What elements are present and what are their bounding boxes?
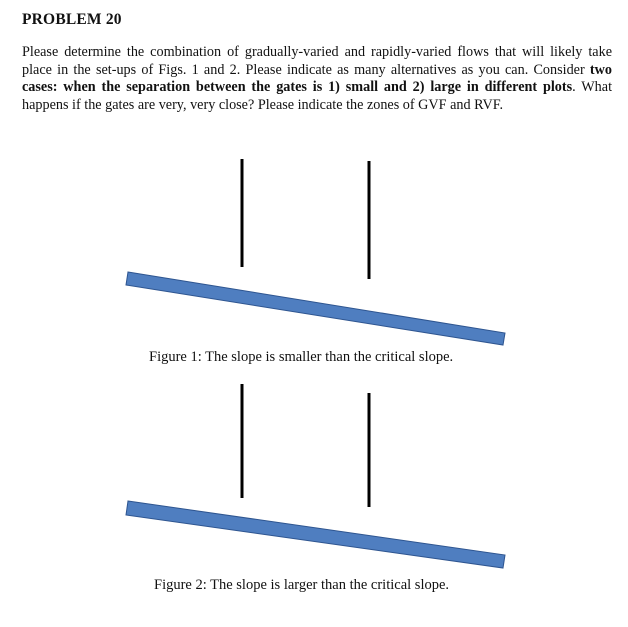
figure-1-caption: Figure 1: The slope is smaller than the critical slope.: [149, 349, 454, 365]
problem-text-part1: Please determine the combination of gradually-varied and rapidly-varied flows that will likely take place in the set-ups of Figs. 1 and 2. Please indicate as many alternatives as you can. Consider: [22, 44, 612, 78]
problem-statement: [22, 44, 612, 114]
figure-1: [0, 150, 628, 380]
problem-title: PROBLEM 20: [22, 11, 122, 28]
figure-2-channel-bed: [126, 501, 505, 568]
problem-text-part2: . What happens if the gates are very, very close? Please indicate the zones of GVF and RVF.: [22, 79, 613, 113]
figure-1-channel-bed: [126, 272, 505, 345]
problem-text-bold: two cases: when the separation between the gates is 1) small and 2) large in different plots: [22, 61, 612, 95]
figure-1-diagram: [0, 150, 628, 380]
figure-2: [0, 380, 628, 620]
figure-2-caption: Figure 2: The slope is larger than the critical slope.: [154, 577, 450, 593]
